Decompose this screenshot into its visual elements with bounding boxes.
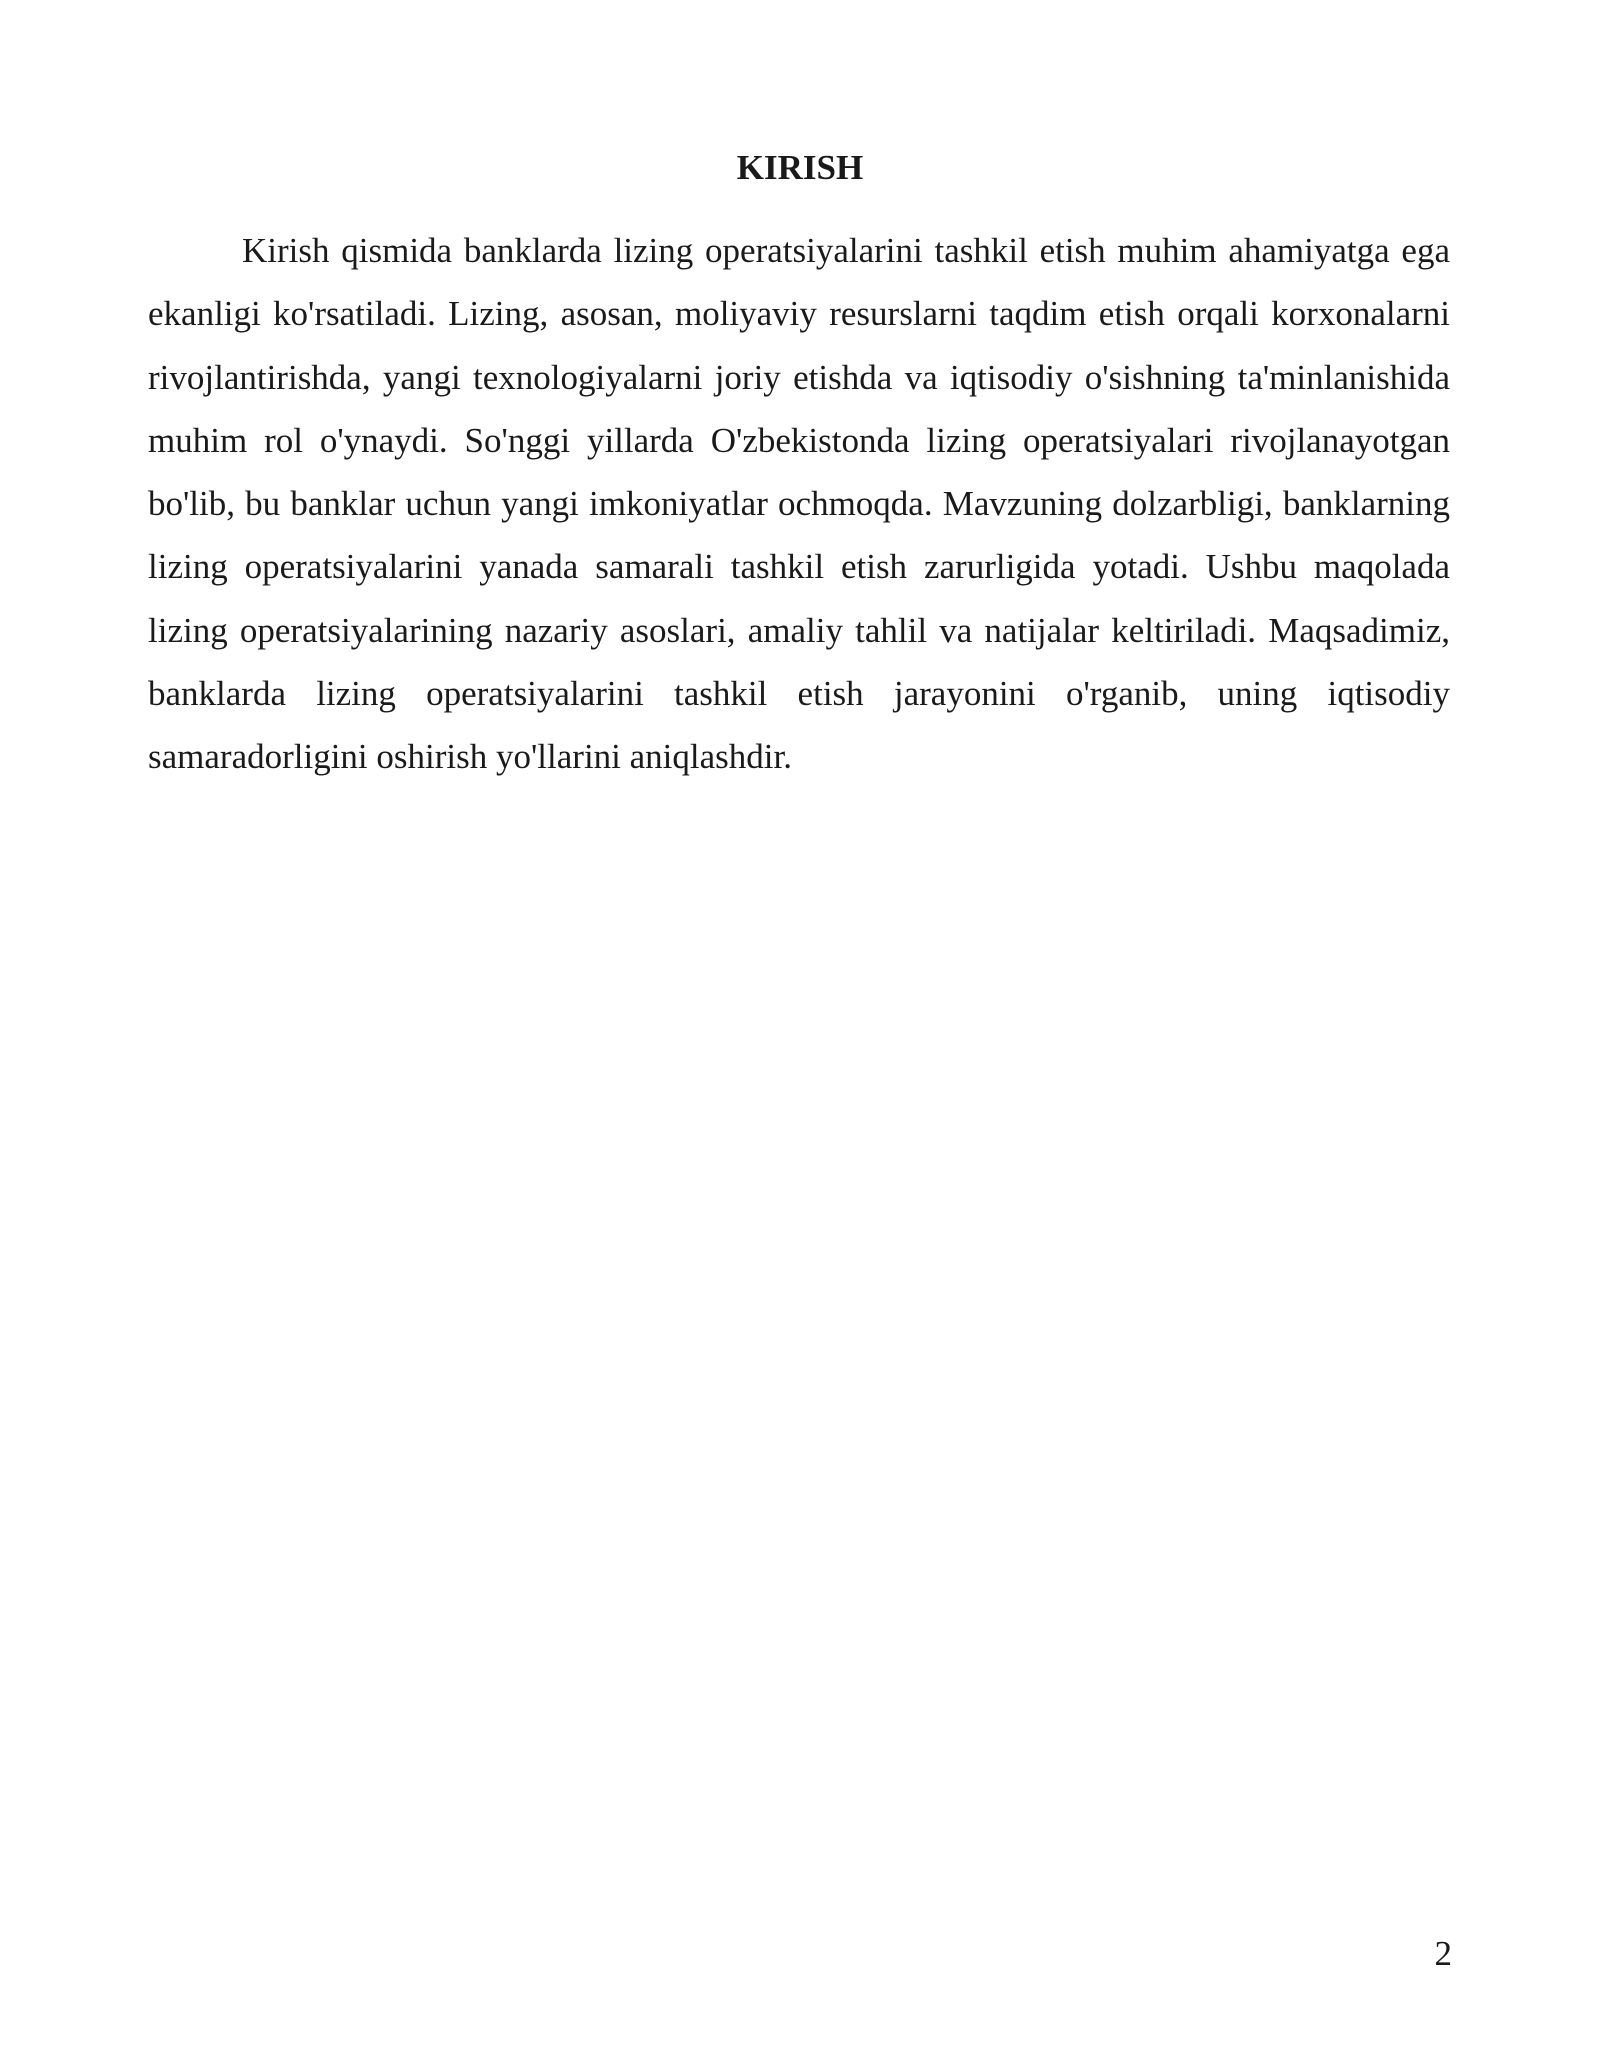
page-title: KIRISH — [736, 148, 864, 187]
page-number: 2 — [1434, 1934, 1452, 1973]
body-paragraph: Kirish qismida banklarda lizing operatsiyalarini tashkil etish muhim ahamiyatga ega ekanligi ko'rsatiladi. Lizing, asosan, moliyaviy resurslarni taqdim etish orqali korxonalarni rivojlantirishda, yangi texnologiyalarni joriy etishda va iqtisodiy o'sishning ta'minlanishida muhim rol o'ynaydi. So'nggi yillarda O'zbekistonda lizing operatsiyalari rivojlanayotgan bo'lib, bu banklar uchun yangi imkoniyatlar ochmoqda. Mavzuning dolzarbligi, banklarning lizing operatsiyalarini yanada samarali tashkil etish zarurligida yotadi. Ushbu maqolada lizing operatsiyalarining nazariy asoslari, amaliy tahlil va natijalar keltiriladi. Maqsadimiz, banklarda lizing operatsiyalarini tashkil etish jarayonini o'rganib, uning iqtisodiy samaradorligini oshirish yo'llarini aniqlashdir. — [148, 231, 1450, 777]
